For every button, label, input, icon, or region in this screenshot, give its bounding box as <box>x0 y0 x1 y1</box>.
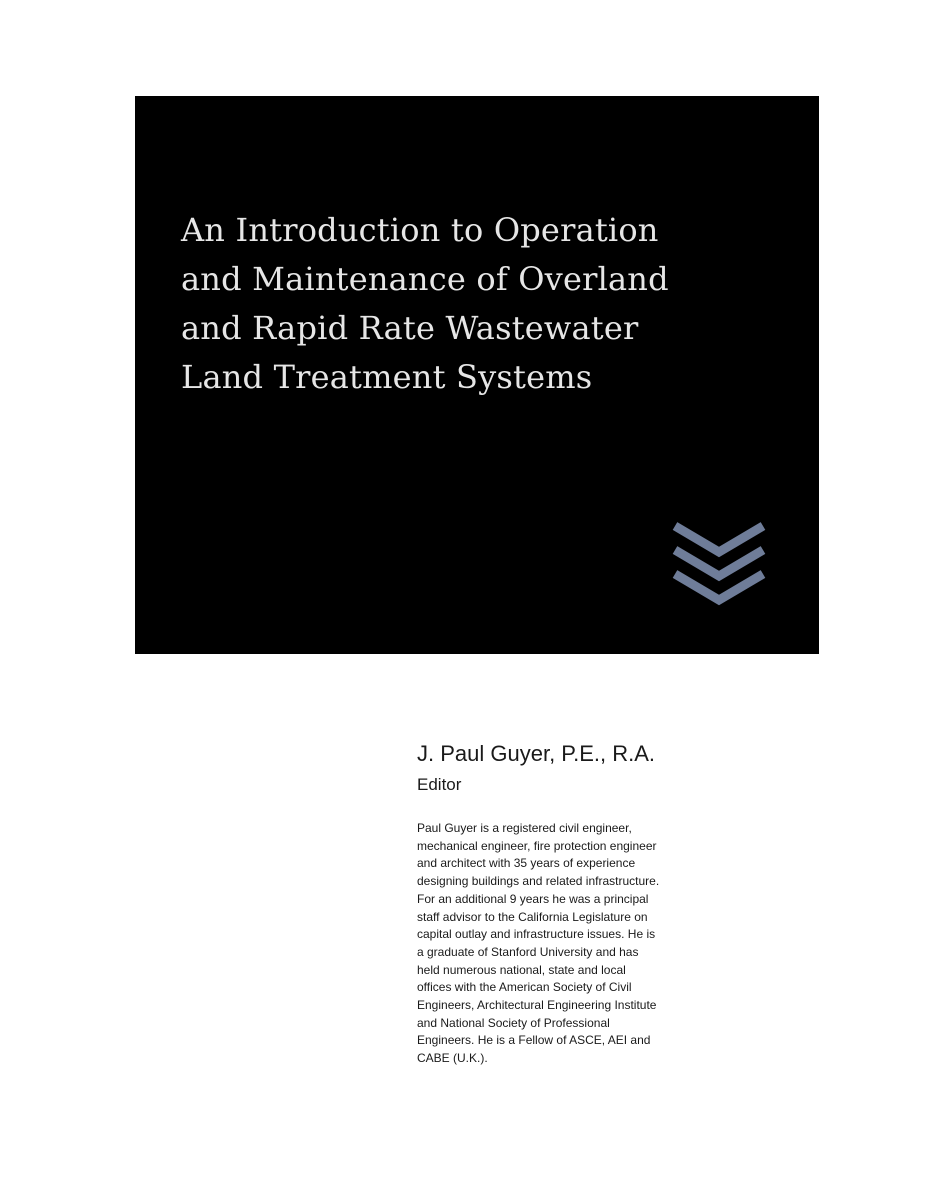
bio-line: mechanical engineer, fire protection engineer <box>417 838 657 853</box>
bio-line: and National Society of Professional <box>417 1015 610 1030</box>
bio-line: Paul Guyer is a registered civil engineer, <box>417 821 632 835</box>
author-bio <box>417 820 777 1068</box>
bio-line: For an additional 9 years he was a principal <box>417 891 649 906</box>
author-role: Editor <box>417 775 462 794</box>
bio-line: Engineers. He is a Fellow of ASCE, AEI and <box>417 1033 651 1048</box>
bio-line: offices with the American Society of Civil <box>417 980 632 995</box>
bio-line: a graduate of Stanford University and has <box>417 944 639 959</box>
bio-line: CABE (U.K.). <box>417 1051 488 1066</box>
title-line: and Maintenance of Overland <box>181 260 669 298</box>
bio-line: capital outlay and infrastructure issues. He is <box>417 927 656 942</box>
bio-line: staff advisor to the California Legislature on <box>417 909 648 924</box>
bio-line: held numerous national, state and local <box>417 962 626 977</box>
triple-chevron-down-icon <box>671 520 767 608</box>
cover-panel <box>135 96 819 654</box>
chevron-top <box>675 526 763 552</box>
title-line: and Rapid Rate Wastewater <box>181 309 639 347</box>
book-title <box>181 206 781 402</box>
bio-line: and architect with 35 years of experience <box>417 856 636 871</box>
title-line: An Introduction to Operation <box>181 211 659 249</box>
author-name: J. Paul Guyer, P.E., R.A. <box>417 741 656 766</box>
title-line: Land Treatment Systems <box>181 358 593 396</box>
bio-line: Engineers, Architectural Engineering Institute <box>417 998 657 1013</box>
bio-line: designing buildings and related infrastructure. <box>417 874 660 889</box>
